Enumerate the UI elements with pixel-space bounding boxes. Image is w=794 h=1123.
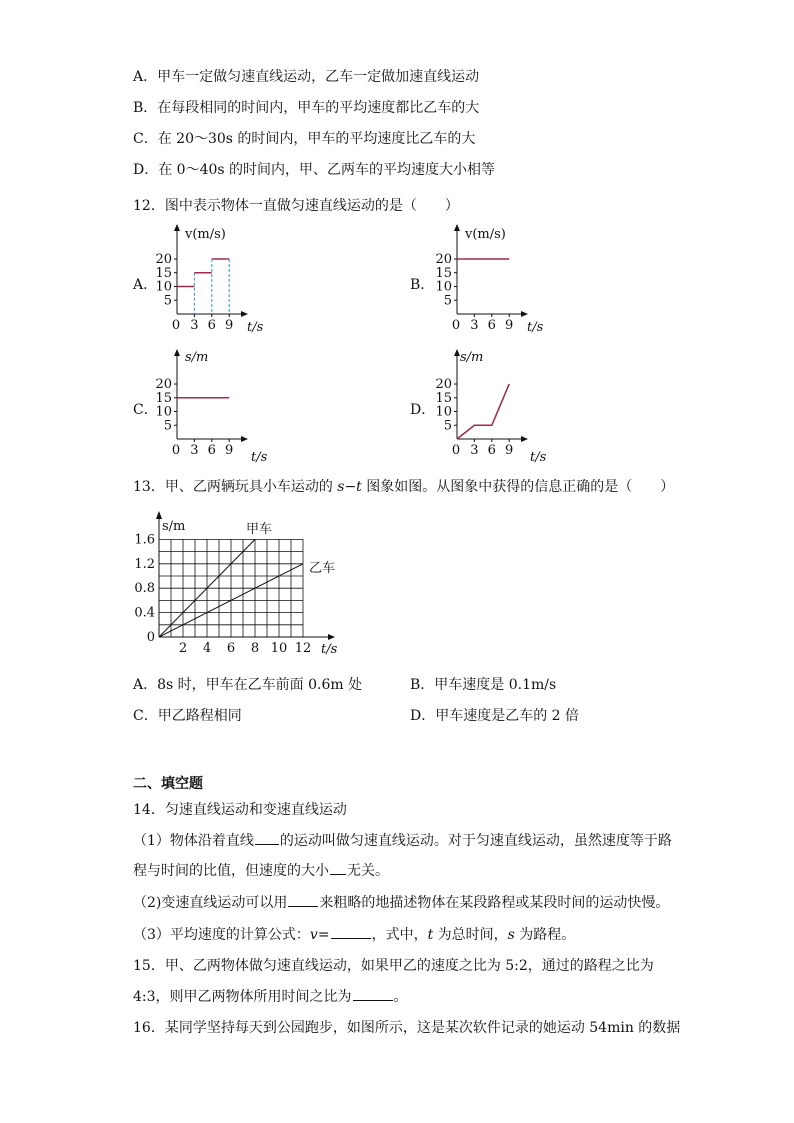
q16-line1: 16．某同学坚持每天到公园跑步，如图所示，这是某次软件记录的她运动 54min 的数据 — [133, 1020, 681, 1036]
q14-part1-line2 — [133, 860, 389, 880]
q13-option-c[interactable]: C．甲乙路程相同 — [133, 708, 242, 724]
q14-3b: = — [317, 927, 330, 943]
graph-13-xtick-label: 4 — [202, 641, 212, 656]
q14-1a: （1）物体沿着直线 — [133, 833, 254, 849]
graph-b-xlabel: t/s — [527, 320, 544, 335]
q11-option-d[interactable]: D．在 0～40s 的时间内，甲、乙两车的平均速度大小相等 — [133, 162, 496, 178]
q15-line1: 15．甲、乙两物体做匀速直线运动，如果甲乙的速度之比为 5:2，通过的路程之比为 — [133, 958, 654, 974]
graph-b-y-arrow — [454, 224, 460, 231]
q12-label-d[interactable]: D． — [410, 402, 436, 418]
graph-c — [150, 347, 280, 465]
graph-d-ylabel: s/m — [460, 350, 484, 365]
graph-13-ytick-label: 0 — [146, 630, 155, 645]
q14-3e: 为路程。 — [514, 927, 576, 943]
graph-c-x-arrow — [241, 436, 248, 442]
q11-option-a[interactable]: A．甲车一定做匀速直线运动，乙车一定做加速直线运动 — [133, 69, 480, 85]
graph-a-xtick-label: 3 — [190, 318, 199, 333]
graph-c-xtick-label: 0 — [171, 443, 181, 458]
q14-blank-4[interactable] — [331, 925, 371, 939]
graph-13-xtick-label: 10 — [270, 641, 288, 656]
graph-d-xtick-label: 3 — [470, 443, 479, 458]
q14-1d: 无关。 — [347, 863, 389, 879]
graph-a — [150, 222, 280, 337]
graph-13-xlabel: t/s — [321, 642, 338, 657]
graph-c-ytick-label: 10 — [155, 404, 172, 420]
q14-blank-1[interactable] — [255, 831, 279, 845]
graph-13-xtick-label: 8 — [250, 641, 260, 656]
q14-title: 14．匀速直线运动和变速直线运动 — [133, 802, 347, 818]
graph-c-xtick-label: 9 — [225, 443, 234, 458]
graph-c-xlabel: t/s — [251, 450, 268, 465]
q13-option-d[interactable]: D．甲车速度是乙车的 2 倍 — [410, 708, 580, 724]
q15-line2 — [133, 986, 408, 1006]
q13-option-b[interactable]: B．甲车速度是 0.1m/s — [410, 677, 557, 693]
graph-c-ytick-label: 20 — [155, 377, 172, 392]
graph-a-xlabel: t/s — [247, 320, 264, 335]
graph-c-ytick-label: 15 — [155, 390, 172, 406]
graph-b-xtick-label: 6 — [487, 318, 496, 333]
graph-13-xtick-label: 2 — [178, 641, 188, 656]
q14-3v: v — [309, 927, 318, 943]
graph-b-x-arrow — [521, 311, 528, 317]
graph-c-xtick-label: 3 — [190, 443, 199, 458]
graph-d-xtick-label: 0 — [451, 443, 461, 458]
graph-b-ytick-label: 5 — [443, 293, 452, 309]
q14-part1-line1 — [133, 830, 672, 850]
graph-d-ytick-label: 5 — [443, 418, 452, 434]
graph-a-y-arrow — [174, 224, 180, 231]
graph-d-ytick-label: 15 — [435, 390, 452, 406]
q14-1b: 的运动叫做匀速直线运动。对于匀速直线运动，虽然速度等于路 — [279, 833, 672, 849]
graph-c-y-arrow — [174, 349, 180, 356]
q14-2a: （2)变速直线运动可以用 — [133, 895, 288, 911]
graph-13-xtick-label: 6 — [226, 641, 236, 656]
graph-d-series-line — [457, 384, 509, 439]
graph-a-xtick-label: 9 — [225, 318, 234, 333]
q12-label-c[interactable]: C． — [133, 402, 158, 418]
q11-option-b[interactable]: B．在每段相同的时间内，甲车的平均速度都比乙车的大 — [133, 100, 480, 116]
graph-d-xlabel: t/s — [530, 450, 547, 465]
graph-c-ytick-label: 5 — [163, 418, 172, 434]
graph-b-xtick-label: 3 — [470, 318, 479, 333]
graph-a-xtick-label: 0 — [171, 318, 181, 333]
section-title: 二、填空题 — [133, 776, 203, 792]
graph-d-xtick-label: 9 — [505, 443, 514, 458]
graph-13-ytick-label: 0.4 — [134, 605, 155, 621]
graph-13-label-yi: 乙车 — [309, 561, 336, 576]
graph-13-y-arrow — [156, 511, 162, 519]
graph-13-ytick-label: 1.6 — [134, 532, 155, 548]
q13-stem-pre: 13．甲、乙两辆玩具小车运动的 — [133, 479, 338, 495]
graph-a-ytick-label: 20 — [155, 252, 172, 267]
graph-b-ytick-label: 10 — [435, 279, 452, 295]
q12-label-b[interactable]: B． — [410, 277, 435, 293]
q15-b: 4:3，则甲乙两物体所用时间之比为 — [133, 989, 352, 1005]
q12-label-a[interactable]: A． — [133, 277, 158, 293]
graph-b-ytick-label: 15 — [435, 265, 452, 281]
graph-a-ytick-label: 10 — [155, 279, 172, 295]
q15-c: 。 — [393, 989, 408, 1005]
q14-3d: 为总时间， — [433, 927, 508, 943]
graph-d — [430, 347, 560, 465]
q13-stem — [133, 476, 674, 496]
graph-b-ylabel: v(m/s) — [465, 227, 506, 242]
graph-13-ytick-label: 1.2 — [134, 556, 155, 572]
graph-13 — [135, 508, 345, 658]
q14-part2 — [133, 892, 669, 912]
graph-13-ytick-label: 0.8 — [134, 581, 155, 597]
graph-13-xtick-label: 12 — [294, 641, 312, 656]
q12-stem: 12．图中表示物体一直做匀速直线运动的是（ ） — [133, 198, 459, 214]
graph-c-xtick-label: 6 — [207, 443, 216, 458]
graph-d-xtick-label: 6 — [487, 443, 496, 458]
graph-a-xtick-label: 6 — [207, 318, 216, 333]
graph-a-ytick-label: 5 — [163, 293, 172, 309]
graph-13-x-arrow — [328, 634, 335, 640]
q14-3t: t — [427, 927, 434, 943]
q13-stem-post: 图象如图。从图象中获得的信息正确的是（ ） — [361, 479, 675, 495]
graph-d-x-arrow — [521, 436, 528, 442]
graph-13-label-jia: 甲车 — [246, 522, 273, 537]
graph-d-ytick-label: 20 — [435, 377, 452, 392]
q13-option-a[interactable]: A．8s 时，甲车在乙车前面 0.6m 处 — [133, 677, 363, 693]
q14-3a: （3）平均速度的计算公式： — [133, 927, 310, 943]
q14-part3 — [133, 924, 575, 944]
graph-c-ylabel: s/m — [185, 350, 209, 365]
graph-a-ylabel: v(m/s) — [185, 227, 226, 242]
graph-b — [430, 222, 560, 337]
graph-13-ylabel: s/m — [162, 519, 186, 534]
graph-b-xtick-label: 9 — [505, 318, 514, 333]
q13-stem-var: s−t — [337, 479, 362, 495]
q14-3c: ，式中， — [371, 927, 428, 943]
q14-3s: s — [507, 927, 515, 943]
graph-b-ytick-label: 20 — [435, 252, 452, 267]
graph-b-xtick-label: 0 — [451, 318, 461, 333]
graph-d-ytick-label: 10 — [435, 404, 452, 420]
q11-option-c[interactable]: C．在 20～30s 的时间内，甲车的平均速度比乙车的大 — [133, 131, 476, 147]
q15-blank[interactable] — [353, 987, 393, 1001]
q14-1c: 程与时间的比值，但速度的大小 — [133, 863, 329, 879]
graph-a-x-arrow — [241, 311, 248, 317]
q14-blank-3[interactable] — [288, 893, 318, 907]
graph-a-ytick-label: 15 — [155, 265, 172, 281]
q14-blank-2[interactable] — [330, 861, 346, 875]
q14-2b: 来粗略的地描述物体在某段路程或某段时间的运动快慢。 — [319, 895, 670, 911]
